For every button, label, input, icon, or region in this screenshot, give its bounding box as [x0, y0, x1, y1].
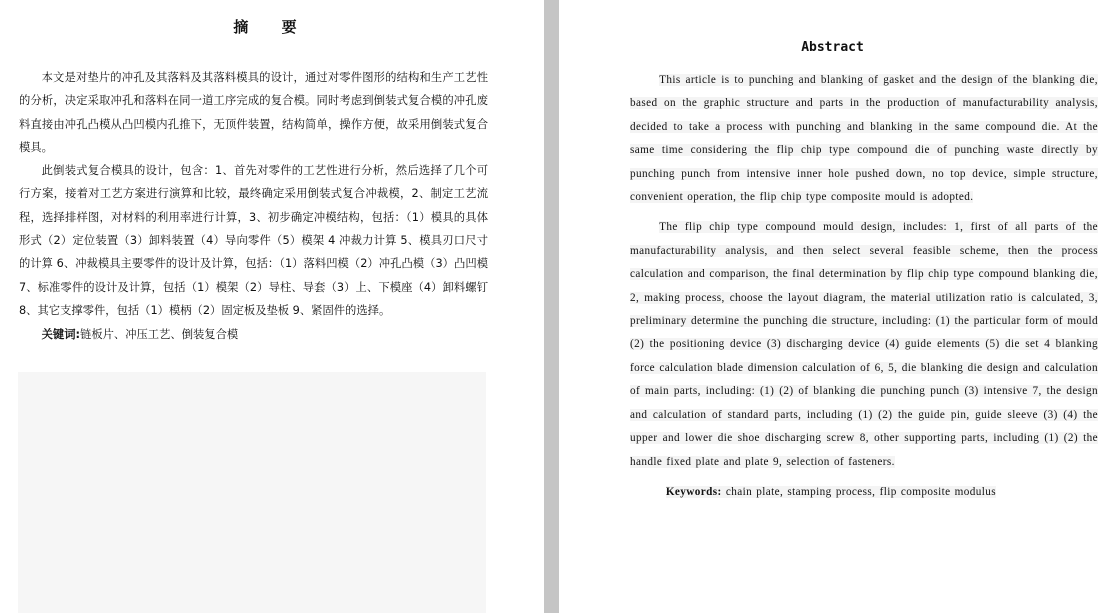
english-abstract-body — [630, 69, 1098, 511]
english-paragraph-2-text: The flip chip type compound mould design, includes: 1, first of all parts of the manufacturability analysis, and then select several feasible scheme, then the process calculation and comparison, the final determination by flip chip type compound blanking die, 2, making process, choose the layout diagram, the material utilization ratio is calculated, 3, preliminary determine the punching die structure, including: (1) the particular form of mould (2) the positioning device (3) discharging device (4) guide elements (5) die set 4 blanking force calculation blade dimension calculation of 6, 5, die blanking die design and calculation of main parts, including: (1) (2) of blanking die punching punch (3) intensive 7, the design and calculation of standard parts, including (1) (2) the guide pin, guide sleeve (3) (4) the upper and lower die shoe discharging screw 8, other supporting parts, including (1) (2) the handle fixed plate and plate 9, selection of fasteners. — [630, 221, 1098, 468]
english-keywords-label: Keywords: — [665, 485, 722, 498]
chinese-abstract-body — [19, 66, 488, 347]
page-shading — [18, 372, 486, 613]
english-paragraph-1-text: This article is to punching and blanking of gasket and the design of the blanking die, based on the graphic structure and parts in the production of manufacturability analysis, decided to take a process with punching and blanking in the same compound die. At the same time considering the flip chip type compound die of punching waste directly by punching punch from intensive inner hole pushed down, no top device, simple structure, convenient operation, the flip chip type composite mould is adopted. — [630, 74, 1098, 204]
english-keywords-text: chain plate, stamping process, flip composite modulus — [725, 485, 997, 498]
chinese-paragraph-1: 本文是对垫片的冲孔及其落料及其落料模具的设计，通过对零件图形的结构和生产工艺性的分析，决定采取冲孔和落料在同一道工序完成的复合模。同时考虑到倒装式复合模的冲孔废料直接由冲孔凸模从凸凹模内孔推下，无顶件装置，结构简单，操作方便，故采用倒装式复合模具。 — [19, 71, 488, 154]
chinese-paragraph-2: 此倒装式复合模具的设计，包含：1、首先对零件的工艺性进行分析，然后选择了几个可行方案，接着对工艺方案进行演算和比较，最终确定采用倒装式复合冲裁模，2、制定工艺流程，选择排样图，对材料的利用率进行计算，3、初步确定冲模结构，包括：（1）模具的具体形式（2）定位装置（3）卸料装置（4）导向零件（5）模架 4 冲裁力计算 5、模具刃口尺寸的计算 6、冲裁模具主要零件的设计及计算，包括：（1）落料凹模（2）冲孔凸模（3）凸凹模 7、标准零件的设计及计算，包括（1）模架（2）导柱、导套（3）上、下模座（4）卸料螺钉 8、其它支撑零件，包括（1）模柄（2）固定板及垫板 9、紧固件的选择。 — [19, 164, 488, 317]
page-gutter — [544, 0, 559, 613]
english-keywords — [630, 481, 1098, 504]
english-abstract-title: Abstract — [801, 40, 864, 55]
chinese-keywords-text: 链板片、冲压工艺、倒装复合模 — [80, 328, 239, 342]
english-paragraph-1 — [630, 69, 1098, 209]
chinese-abstract-title: 摘 要 — [233, 18, 311, 36]
chinese-keywords — [19, 323, 488, 346]
chinese-keywords-label: 关键词: — [41, 328, 81, 342]
english-paragraph-2 — [630, 216, 1098, 473]
